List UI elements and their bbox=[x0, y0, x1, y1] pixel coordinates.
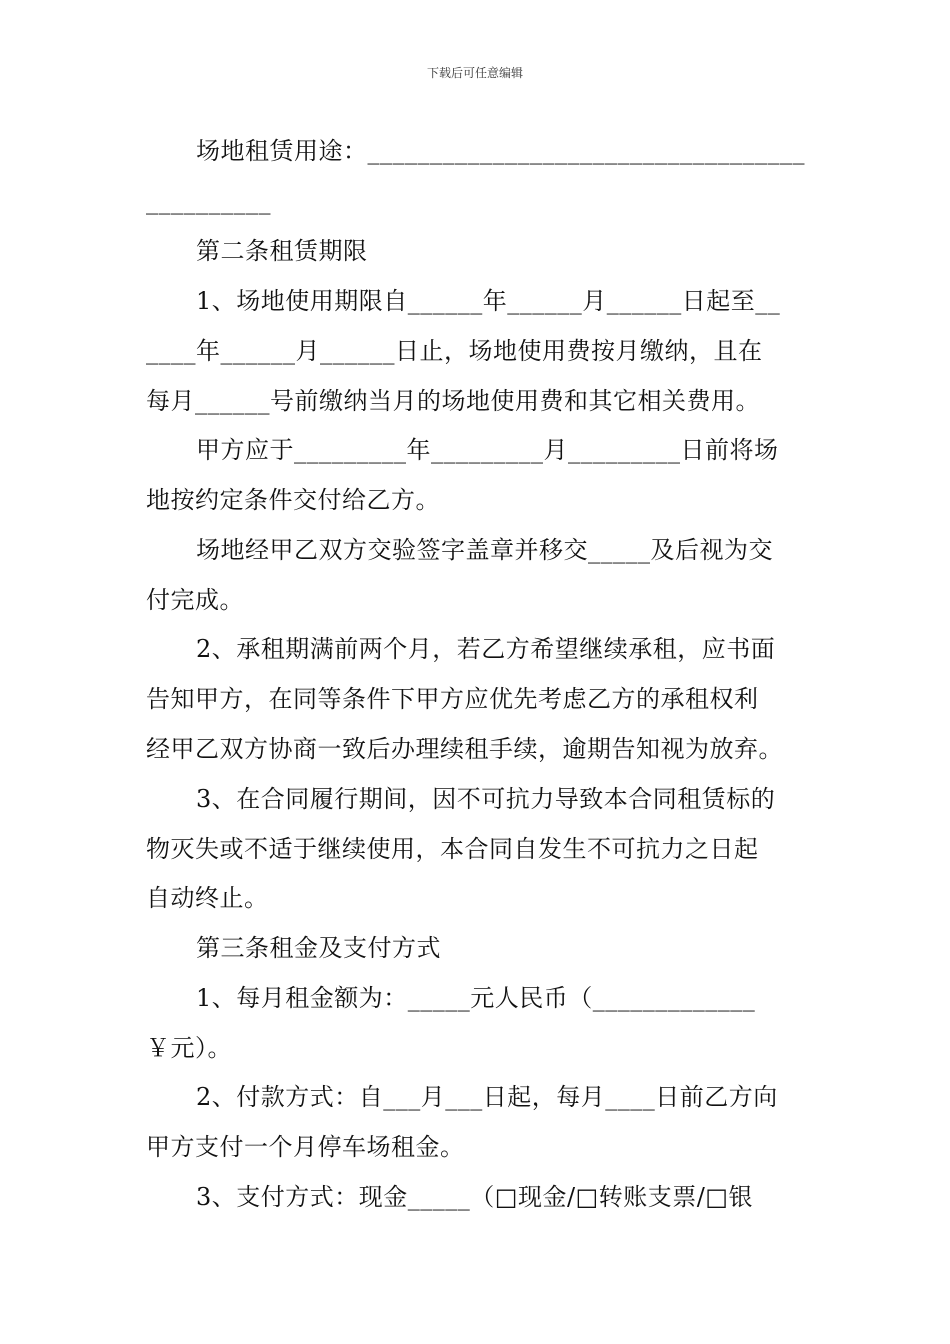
header-note: 下载后可任意编辑 bbox=[426, 66, 523, 80]
section-heading-rent-payment: 第三条租金及支付方式 bbox=[196, 934, 441, 962]
clause-line: 自动终止。 bbox=[146, 884, 269, 912]
clause-line: 付完成。 bbox=[146, 586, 244, 614]
clause-line: 物灭失或不适于继续使用，本合同自发生不可抗力之日起 bbox=[146, 835, 759, 863]
clause-line: 经甲乙双方协商一致后办理续租手续，逾期告知视为放弃。 bbox=[146, 735, 783, 763]
clause-line: 每月______号前缴纳当月的场地使用费和其它相关费用。 bbox=[146, 387, 760, 415]
clause-line: 2、付款方式：自___月___日起，每月____日前乙方向 bbox=[196, 1083, 778, 1111]
clause-line: 甲方支付一个月停车场租金。 bbox=[146, 1133, 465, 1161]
clause-line: 3、在合同履行期间，因不可抗力导致本合同租赁标的 bbox=[196, 785, 776, 813]
clause-line: 甲方应于_________年_________月_________日前将场 bbox=[196, 436, 779, 464]
clause-line: 告知甲方，在同等条件下甲方应优先考虑乙方的承租权利 bbox=[146, 685, 759, 713]
usage-line: 场地租赁用途：___________________________________ bbox=[196, 137, 805, 165]
clause-line: 地按约定条件交付给乙方。 bbox=[146, 486, 440, 514]
clause-line: 2、承租期满前两个月，若乙方希望继续承租，应书面 bbox=[196, 635, 776, 663]
clause-line: ￥元）。 bbox=[146, 1034, 232, 1062]
clause-line: 1、场地使用期限自______年______月______日起至__ bbox=[196, 287, 781, 315]
usage-line-continued: __________ bbox=[146, 187, 271, 215]
clause-line: 1、每月租金额为：_____元人民币（_____________ bbox=[196, 984, 756, 1012]
clause-line: 3、支付方式：现金_____（□现金/□转账支票/□银 bbox=[196, 1183, 753, 1211]
clause-line: 场地经甲乙双方交验签字盖章并移交_____及后视为交 bbox=[196, 536, 773, 564]
clause-line: ____年______月______日止，场地使用费按月缴纳，且在 bbox=[146, 337, 763, 365]
section-heading-lease-term: 第二条租赁期限 bbox=[196, 237, 368, 265]
